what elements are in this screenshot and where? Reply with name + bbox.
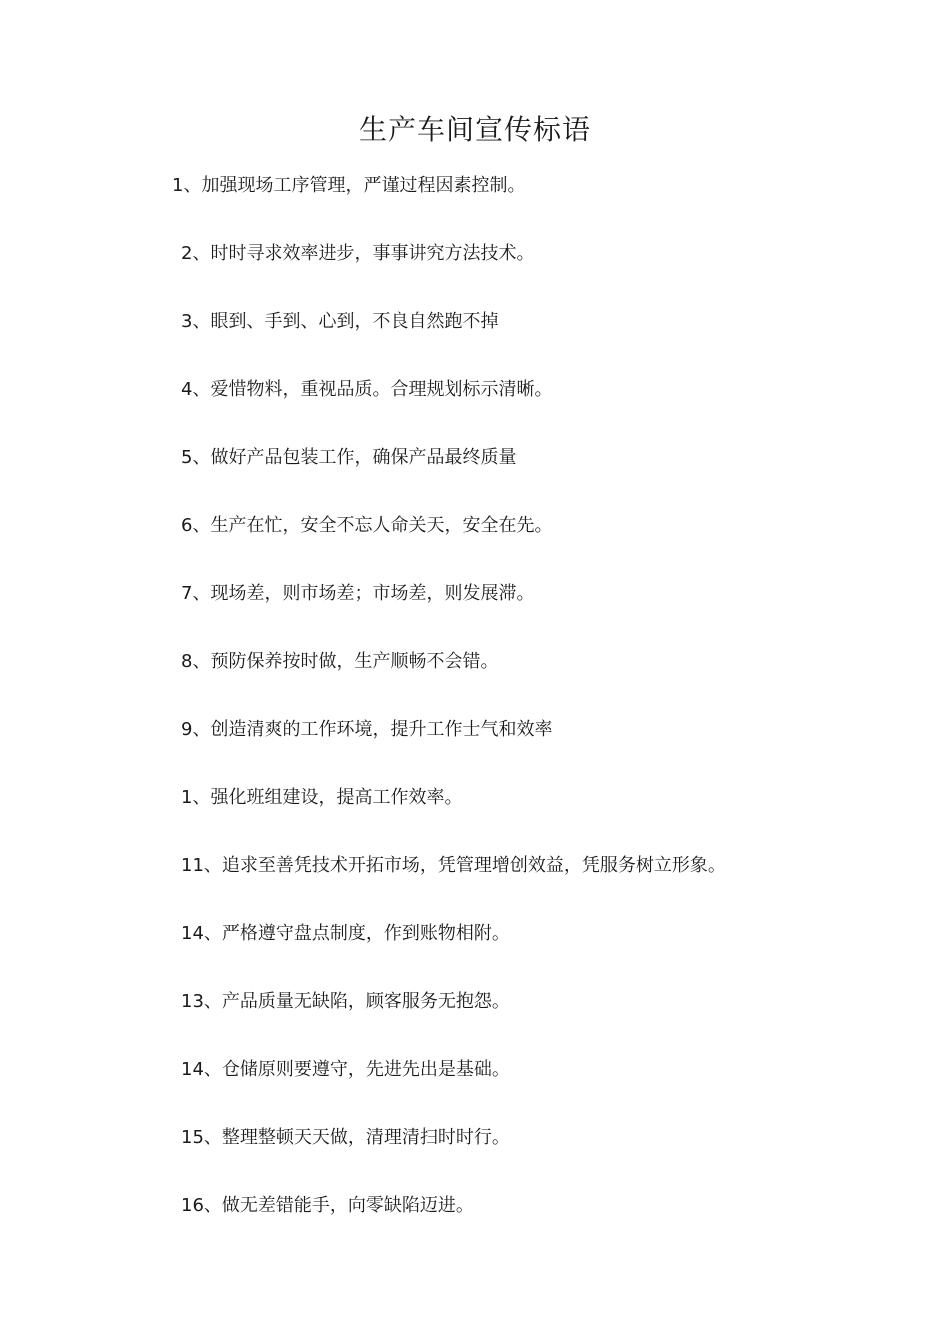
list-item: 4、爱惜物料，重视品质。合理规划标示清晰。	[181, 379, 553, 400]
list-item: 11、追求至善凭技术开拓市场，凭管理增创效益，凭服务树立形象。	[181, 855, 726, 876]
list-item: 5、做好产品包装工作，确保产品最终质量	[181, 447, 517, 468]
list-item: 3、眼到、手到、心到，不良自然跑不掉	[181, 311, 499, 332]
list-item: 15、整理整顿天天做，清理清扫时时行。	[181, 1127, 510, 1148]
slogan-list	[0, 168, 950, 1256]
list-item: 8、预防保养按时做，生产顺畅不会错。	[181, 651, 499, 672]
list-item: 14、仓储原则要遵守，先进先出是基础。	[181, 1059, 510, 1080]
list-item: 16、做无差错能手，向零缺陷迈进。	[181, 1195, 474, 1216]
list-item: 9、创造清爽的工作环境，提升工作士气和效率	[181, 719, 553, 740]
page-title: 生产车间宣传标语	[358, 113, 591, 146]
list-item: 14、严格遵守盘点制度，作到账物相附。	[181, 923, 510, 944]
list-item: 13、产品质量无缺陷，顾客服务无抱怨。	[181, 991, 510, 1012]
list-item: 7、现场差，则市场差；市场差，则发展滞。	[181, 583, 535, 604]
list-item: 6、生产在忙，安全不忘人命关天，安全在先。	[181, 515, 553, 536]
list-item: 1、强化班组建设，提高工作效率。	[181, 787, 463, 808]
list-item: 2、时时寻求效率进步，事事讲究方法技术。	[181, 243, 535, 264]
list-item: 1、加强现场工序管理，严谨过程因素控制。	[172, 175, 526, 196]
